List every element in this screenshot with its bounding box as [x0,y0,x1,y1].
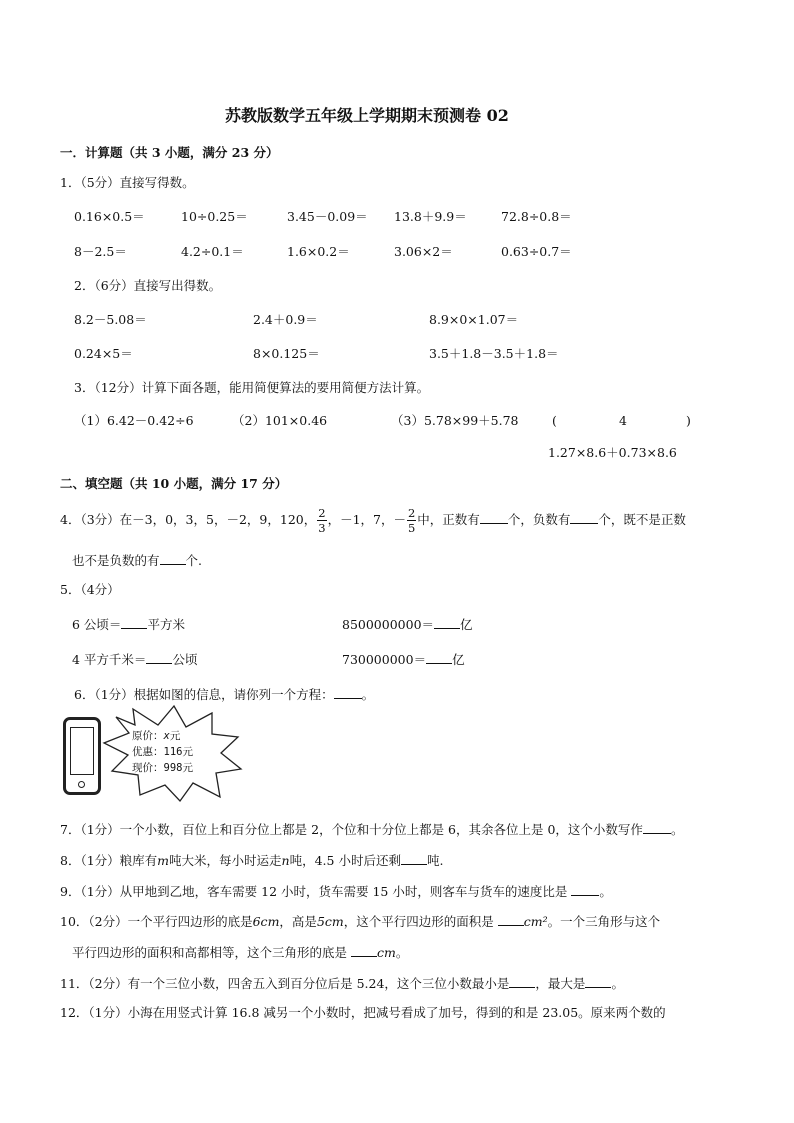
q1-r2-item: 4.2÷0.1＝ [181,244,244,259]
q1-r1-item: 3.45－0.09＝ [287,209,368,224]
answer-blank[interactable] [426,652,452,664]
q4-line2-end: 个. [185,553,202,568]
q5-r1-right: 8500000000＝ 亿 [342,617,473,632]
q4-text-post-a: 中，正数有 [417,512,480,527]
q4-line1 [60,505,686,535]
phone-icon [63,717,101,795]
q3-item4-expression: 1.27×8.6＋0.73×8.6 [548,445,677,460]
q4-line2-text: 也不是负数的有 [72,553,160,568]
q2-r1-item: 2.4＋0.9＝ [253,312,318,327]
q3-item: （2）101×0.46 [232,413,328,428]
q1-r1-item: 72.8÷0.8＝ [501,209,572,224]
answer-blank[interactable] [498,914,524,926]
q1-r2-item: 1.6×0.2＝ [287,244,350,259]
q1-r1-item: 13.8＋9.9＝ [394,209,467,224]
q5-r1-left: 6 公顷＝ 平方米 [72,617,185,632]
q2-r2-item: 3.5＋1.8－3.5＋1.8＝ [429,346,559,361]
burst-current-price: 现价：998元 [132,762,193,774]
q3-item4-paren-open: ( [552,413,557,428]
q1-r2-item: 0.63÷0.7＝ [501,244,572,259]
answer-blank[interactable] [160,553,186,565]
section-heading-calculation: 一．计算题（共 3 小题，满分 23 分） [60,145,279,160]
q1-r2-item: 8－2.5＝ [74,244,127,259]
answer-blank[interactable] [146,652,172,664]
q4-text-post-b: 个，负数有 [507,512,571,527]
answer-blank[interactable] [571,884,599,896]
q2-r2-item: 0.24×5＝ [74,346,133,361]
q1-r1-item: 10÷0.25＝ [181,209,248,224]
fraction-two-thirds: $\frac{2}{3}$ [318,505,326,535]
q4-text-post-c: 个，既不是正数 [598,512,686,527]
q8-line: 8．（1分）粮库有m吨大米，每小时运走n吨，4.5 小时后还剩 吨. [60,853,444,868]
q5-r2-right: 730000000＝ 亿 [342,652,465,667]
page-title: 苏教版数学五年级上学期期末预测卷 02 [225,106,509,125]
q4-line2 [72,553,202,568]
answer-blank[interactable] [585,976,611,988]
q1-label: 1．（5分）直接写得数。 [60,175,195,190]
answer-blank[interactable] [643,822,671,834]
q2-label: 2．（6分）直接写出得数。 [74,278,222,293]
q2-r2-item: 8×0.125＝ [253,346,320,361]
burst-discount: 优惠：116元 [132,746,193,758]
q4-text-mid: ，－1，7，－ [327,512,406,527]
q3-item: （1）6.42－0.42÷6 [74,413,194,428]
q3-item4-paren-close: ) [686,413,691,428]
answer-blank[interactable] [334,687,362,699]
q1-r2-item: 3.06×2＝ [394,244,453,259]
answer-blank[interactable] [351,945,377,957]
q10-line1: 10．（2分）一个平行四边形的底是6cm，高是5cm，这个平行四边形的面积是 cm²。一个三角形与这个 [60,914,661,929]
answer-blank[interactable] [121,617,147,629]
q4-text-pre: 4．（3分）在－3，0，3，5，－2，9，120， [60,512,317,527]
q3-item: （3）5.78×99＋5.78 [391,413,519,428]
answer-blank[interactable] [401,853,427,865]
q2-r1-item: 8.9×0×1.07＝ [429,312,519,327]
answer-blank[interactable] [509,976,535,988]
q5-r2-left: 4 平方千米＝ 公顷 [72,652,198,667]
q3-item4-number: 4 [619,413,627,428]
q2-r1-item: 8.2－5.08＝ [74,312,147,327]
q11-line: 11．（2分）有一个三位小数，四舍五入到百分位后是 5.24，这个三位小数最小是 ，最大是 。 [60,976,624,991]
fraction-two-fifths: $\frac{2}{5}$ [407,505,416,535]
q5-label: 5．（4分） [60,582,120,597]
answer-blank[interactable] [570,512,598,524]
q3-label: 3．（12分）计算下面各题，能用简便算法的要用简便方法计算。 [74,380,430,395]
q7-line: 7．（1分）一个小数，百位上和百分位上都是 2，个位和十分位上都是 6，其余各位上是 0，这个小数写作 。 [60,822,684,837]
burst-original-price: 原价：x元 [132,730,181,742]
q6-label: 6．（1分）根据如图的信息，请你列一个方程： 。 [74,687,375,702]
q1-r1-item: 0.16×0.5＝ [74,209,145,224]
q10-line2: 平行四边形的面积和高都相等，这个三角形的底是 cm。 [72,945,409,960]
q9-line: 9．（1分）从甲地到乙地，客车需要 12 小时，货车需要 15 小时，则客车与货车的速度比是 。 [60,884,612,899]
section-heading-fill-blank: 二、填空题（共 10 小题，满分 17 分） [60,476,288,491]
q12-line: 12．（1分）小海在用竖式计算 16.8 减另一个小数时，把减号看成了加号，得到的和是 23.05。原来两个数的 [60,1005,666,1020]
answer-blank[interactable] [434,617,460,629]
answer-blank[interactable] [480,512,508,524]
